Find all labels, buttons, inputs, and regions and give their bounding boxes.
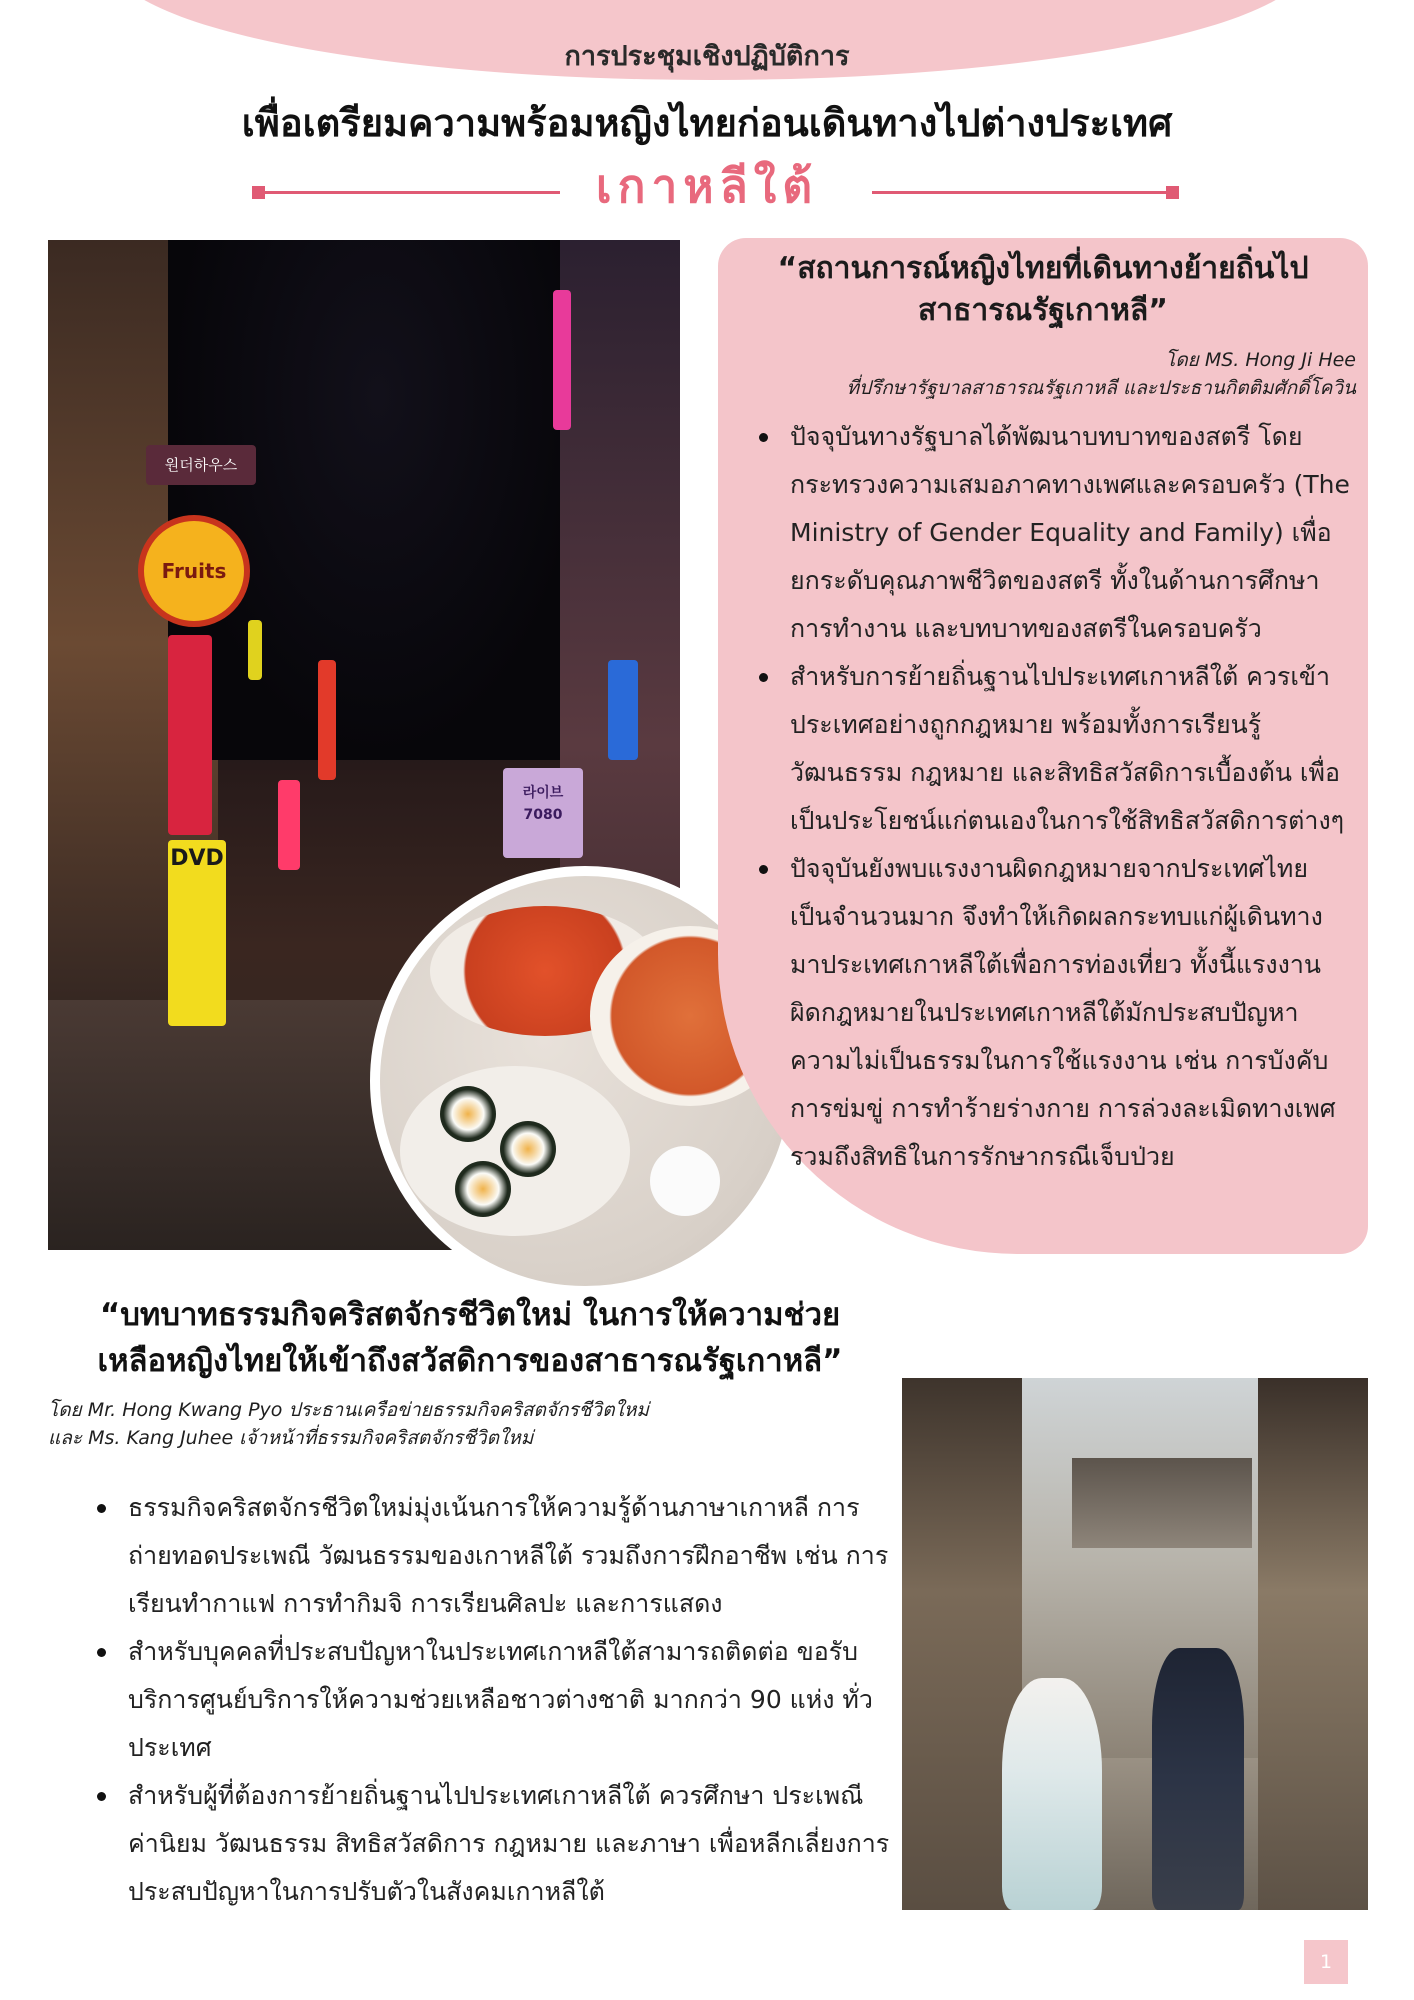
talk2-title (40, 1292, 900, 1384)
talk2-bullet: ธรรมกิจคริสตจักรชีวิตใหม่มุ่งเน้นการให้ความรู้ด้านภาษาเกาหลี การถ่ายทอดประเพณี วัฒนธรรมของเกาหลีใต้ รวมถึงการฝึกอาชีพ เช่น การเรียนทำกาแฟ การทำกิมจิ การเรียนศิลปะ และการแสดง (88, 1484, 894, 1628)
page-number: 1 (1304, 1940, 1348, 1984)
talk1-speaker-role: ที่ปรึกษารัฐบาลสาธารณรัฐเกาหลี และประธานกิตติมศักดิ์โควิน (846, 377, 1356, 399)
talk1-bullet: ปัจจุบันทางรัฐบาลได้พัฒนาบทบาทของสตรี โดยกระทรวงความเสมอภาคทางเพศและครอบครัว (The Ministry of Gender Equality and Family) เพื่อยกระดับคุณภาพชีวิตของสตรี ทั้งในด้านการศึกษา การทำงาน และบทบาทของสตรีในครอบครัว (750, 413, 1350, 653)
talk2-bullet-list (88, 1484, 894, 1916)
rule-right (872, 191, 1172, 194)
photo-hanbok-woman (1002, 1678, 1102, 1910)
talk1-bullet-list (750, 413, 1350, 1181)
photo-kimbap-roll (500, 1121, 556, 1177)
photo-house-right (1258, 1378, 1368, 1910)
talk1-title-line: “สถานการณ์หญิงไทยที่เดินทางย้ายถิ่นไป (777, 251, 1309, 286)
talk1-title (725, 248, 1361, 332)
photo-kimbap-roll (440, 1086, 496, 1142)
sign-fruits: Fruits (138, 515, 250, 627)
country-heading: เกาหลีใต้ (595, 159, 819, 213)
sign-live-7080: 라이브 7080 (503, 768, 583, 858)
sign-neon-red (318, 660, 336, 780)
sign-red-vertical (168, 635, 212, 835)
photo-night-sky (168, 240, 588, 760)
photo-small-bowl (650, 1146, 720, 1216)
header-kicker: การประชุมเชิงปฏิบัติการ (564, 41, 850, 72)
talk1-bullet: สำหรับการย้ายถิ่นฐานไปประเทศเกาหลีใต้ ควรเข้าประเทศอย่างถูกกฎหมาย พร้อมทั้งการเรียนรู้ วัฒนธรรม กฎหมาย และสิทธิสวัสดิการเบื้องต้น เพื่อเป็นประโยชน์แก่ตนเองในการใช้สิทธิสวัสดิการต่างๆ (750, 653, 1350, 845)
talk2-title-line: “บทบาทธรรมกิจคริสตจักรชีวิตใหม่ ในการให้ความช่วย (99, 1297, 841, 1333)
talk2-bullet: สำหรับบุคคลที่ประสบปัญหาในประเทศเกาหลีใต้สามารถติดต่อ ขอรับบริการศูนย์บริการให้ความช่วยเหลือชาวต่างชาติ มากกว่า 90 แห่ง ทั่วประเทศ (88, 1628, 894, 1772)
talk2-speaker: และ Ms. Kang Juhee เจ้าหน้าที่ธรรมกิจคริสตจักรชีวิตใหม่ (48, 1427, 534, 1449)
talk2-title-line: เหลือหญิงไทยให้เข้าถึงสวัสดิการของสาธารณรัฐเกาหลี” (97, 1343, 843, 1379)
talk1-speaker: โดย MS. Hong Ji Hee (1165, 349, 1356, 371)
talk1-byline (720, 346, 1356, 402)
talk1-bullet: ปัจจุบันยังพบแรงงานผิดกฎหมายจากประเทศไทย เป็นจำนวนมาก จึงทำให้เกิดผลกระทบแก่ผู้เดินทาง มาประเทศเกาหลีใต้เพื่อการท่องเที่ยว ทั้งนี้แรงงาน ผิดกฎหมายในประเทศเกาหลีใต้มักประสบปัญหา ความไม่เป็นธรรมในการใช้แรงงาน เช่น การบังคับ การข่มขู่ การทำร้ายร่างกาย การล่วงละเมิดทางเพศ รวมถึงสิทธิในการรักษากรณีเจ็บป่วย (750, 845, 1350, 1181)
sign-dvd: DVD (168, 840, 226, 1026)
sign-neon-magenta (553, 290, 571, 430)
page-title: เพื่อเตรียมความพร้อมหญิงไทยก่อนเดินทางไปต่างประเทศ (241, 101, 1173, 145)
talk1-title-line: สาธารณรัฐเกาหลี” (917, 293, 1169, 328)
talk2-bullet: สำหรับผู้ที่ต้องการย้ายถิ่นฐานไปประเทศเกาหลีใต้ ควรศึกษา ประเพณี ค่านิยม วัฒนธรรม สิทธิสวัสดิการ กฎหมาย และภาษา เพื่อหลีกเลี่ยงการประสบปัญหาในการปรับตัวในสังคมเกาหลีใต้ (88, 1772, 894, 1916)
hanok-village-photo (902, 1378, 1368, 1910)
talk2-speaker: โดย Mr. Hong Kwang Pyo ประธานเครือข่ายธรรมกิจคริสตจักรชีวิตใหม่ (48, 1399, 649, 1421)
talk2-byline (48, 1396, 908, 1452)
sign-neon-blue (608, 660, 638, 760)
sign-neon-yellow (248, 620, 262, 680)
photo-hanbok-man (1152, 1648, 1244, 1910)
sign-wonder-house: 원더하우스 (146, 445, 256, 485)
sign-neon-pink (278, 780, 300, 870)
photo-kimbap-roll (455, 1161, 511, 1217)
photo-hanok-roof (1072, 1458, 1252, 1548)
rule-right-dot (1166, 186, 1179, 199)
